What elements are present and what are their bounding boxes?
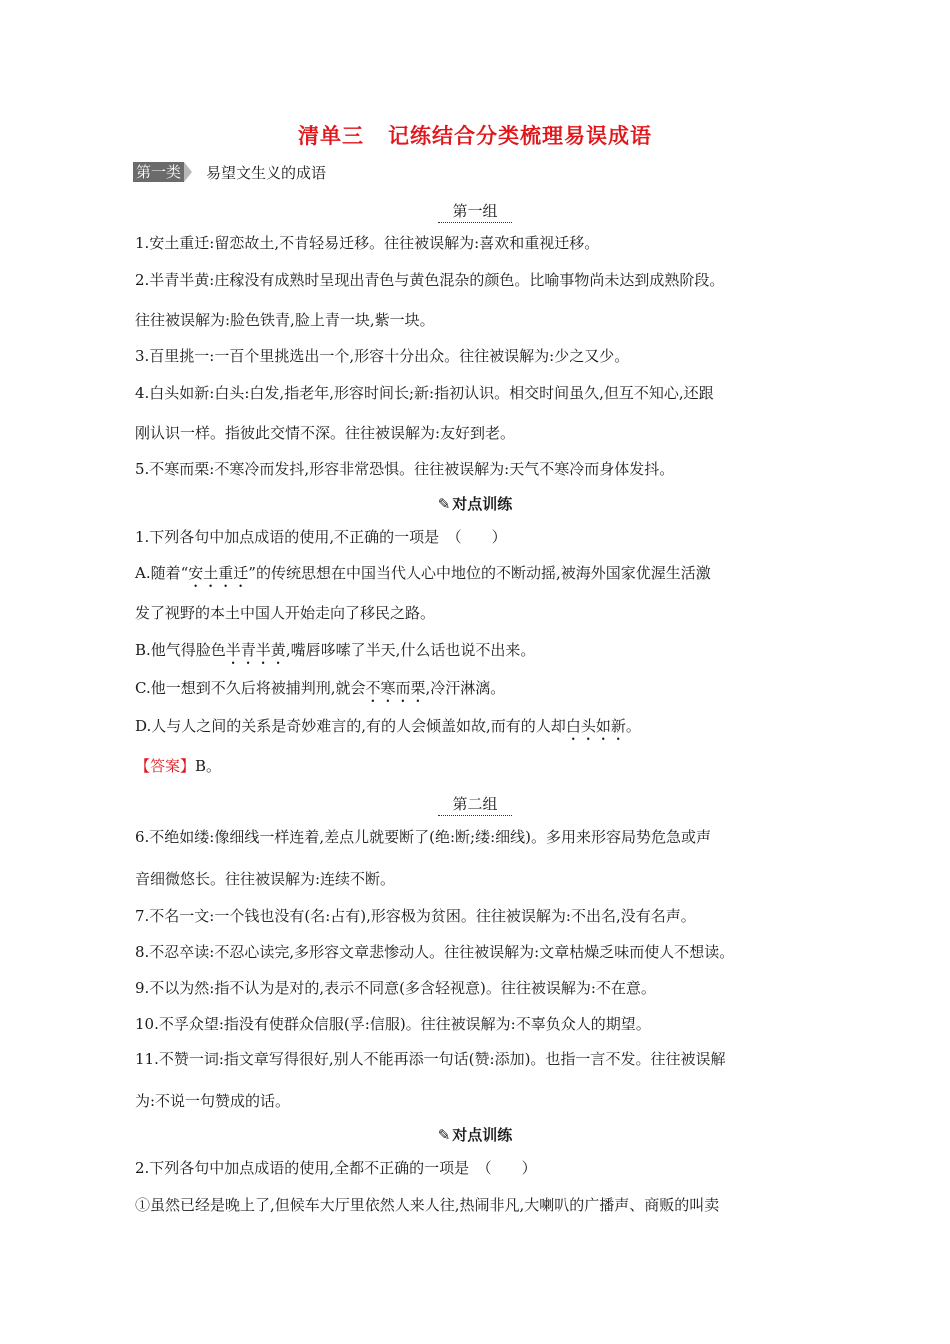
option-a-continued: 发了视野的本土中国人开始走向了移民之路。 bbox=[135, 604, 436, 622]
option-d: D.人与人之间的关系是奇妙难言的,有的人会倾盖如故,而有的人却白头如新。 bbox=[135, 717, 641, 735]
group-1-line: 5.不寒而栗:不寒冷而发抖,形容非常恐惧。往往被误解为:天气不寒冷而身体发抖。 bbox=[135, 460, 675, 478]
dotted-idiom: 不寒而栗 bbox=[365, 679, 426, 697]
answer-tag: 【答案】 bbox=[135, 757, 196, 775]
pen-icon: ✎ bbox=[437, 495, 451, 513]
practice-2-question: 2.下列各句中加点成语的使用,全都不正确的一项是 （ ） bbox=[135, 1159, 537, 1177]
option-c: C.他一想到不久后将被捕判刑,就会不寒而栗,冷汗淋漓。 bbox=[135, 679, 506, 697]
group-1-line: 往往被误解为:脸色铁青,脸上青一块,紫一块。 bbox=[135, 311, 435, 329]
category-arrow-icon bbox=[184, 162, 192, 182]
group-2-line: 音细微悠长。往往被误解为:连续不断。 bbox=[135, 870, 396, 888]
title-part-2: 记练结合分类梳理易误成语 bbox=[388, 124, 652, 148]
group-1-line: 2.半青半黄:庄稼没有成熟时呈现出青色与黄色混杂的颜色。比喻事物尚未达到成熟阶段。 bbox=[135, 271, 725, 289]
group-1-line: 3.百里挑一:一百个里挑选出一个,形容十分出众。往往被误解为:少之又少。 bbox=[135, 347, 630, 365]
group-2-line: 8.不忍卒读:不忍心读完,多形容文章悲惨动人。往往被误解为:文章枯燥乏味而使人不想读。 bbox=[135, 943, 735, 961]
option-b: B.他气得脸色半青半黄,嘴唇哆嗦了半天,什么话也说不出来。 bbox=[135, 641, 536, 659]
practice-2-heading: ✎ 对点训练 bbox=[437, 1126, 513, 1144]
answer-line bbox=[135, 756, 825, 776]
title-part-1: 清单三 bbox=[298, 124, 364, 148]
group-2-line: 9.不以为然:指不认为是对的,表示不同意(多含轻视意)。往往被误解为:不在意。 bbox=[135, 979, 656, 997]
practice-2-item-1: ①虽然已经是晚上了,但候车大厅里依然人来人往,热闹非凡,大喇叭的广播声、商贩的叫卖 bbox=[135, 1196, 720, 1214]
practice-1-question: 1.下列各句中加点成语的使用,不正确的一项是 （ ） bbox=[135, 528, 507, 546]
group-2-line: 10.不孚众望:指没有使群众信服(孚:信服)。往往被误解为:不辜负众人的期望。 bbox=[135, 1015, 651, 1033]
pen-icon: ✎ bbox=[437, 1126, 451, 1144]
category-header bbox=[133, 161, 326, 183]
group-2-line: 6.不绝如缕:像细线一样连着,差点儿就要断了(绝:断;缕:细线)。多用来形容局势危急或声 bbox=[135, 828, 712, 846]
dotted-idiom: 安土重迁 bbox=[188, 564, 249, 582]
group-2-line: 7.不名一文:一个钱也没有(名:占有),形容极为贫困。往往被误解为:不出名,没有名声。 bbox=[135, 907, 696, 925]
dotted-idiom: 白头如新 bbox=[565, 717, 626, 735]
practice-1-heading: ✎ 对点训练 bbox=[437, 495, 513, 513]
category-badge: 第一类 bbox=[133, 162, 184, 182]
group-1-line: 刚认识一样。指彼此交情不深。往往被误解为:友好到老。 bbox=[135, 424, 516, 442]
group-2-heading: 第二组 bbox=[0, 793, 950, 816]
group-1-line: 4.白头如新:白头:白发,指老年,形容时间长;新:指初认识。相交时间虽久,但互不知心,还跟 bbox=[135, 384, 714, 402]
option-a: A.随着“安土重迁”的传统思想在中国当代人心中地位的不断动摇,被海外国家优渥生活激 bbox=[135, 564, 711, 582]
group-1-heading: 第一组 bbox=[0, 200, 950, 223]
group-2-line: 为:不说一句赞成的话。 bbox=[135, 1092, 291, 1110]
dotted-idiom: 半青半黄 bbox=[225, 641, 286, 659]
group-2-line: 11.不赞一词:指文章写得很好,别人不能再添一句话(赞:添加)。也指一言不发。往往被误解 bbox=[135, 1050, 726, 1068]
page-title bbox=[0, 120, 950, 150]
category-text: 易望文生义的成语 bbox=[206, 163, 327, 182]
group-1-line: 1.安土重迁:留恋故土,不肯轻易迁移。往往被误解为:喜欢和重视迁移。 bbox=[135, 234, 600, 252]
answer-value: B。 bbox=[195, 757, 222, 775]
